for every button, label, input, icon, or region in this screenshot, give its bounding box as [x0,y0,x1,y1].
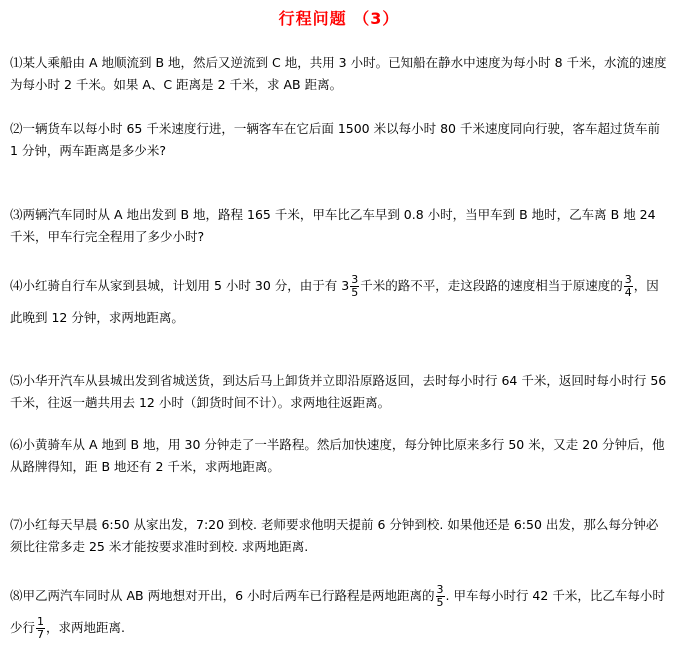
fraction-numerator: 3 [351,273,359,286]
fraction-denominator: 7 [37,628,45,641]
fraction-3-5 [350,274,359,299]
question-8-text-2: . 甲车每小时行 42 千米，比乙车每小时少行 [10,588,665,635]
question-5: ⑸小华开汽车从县城出发到省城送货，到达后马上卸货并立即沿原路返回，去时每小时行 64 千米，返回时每小时行 56 千米，往返一趟共用去 12 小时（卸货时间不计）。求两地往返距离。 [10,373,667,410]
fraction-3-5 [436,584,445,609]
question-7: ⑺小红每天早晨 6:50 从家出发，7:20 到校. 老师要求他明天提前 6 分钟到校. 如果他还是 6:50 出发，那么每分钟必须比往常多走 25 米才能按要求准时到校. 求两地距离. [10,517,659,554]
fraction-numerator: 3 [436,583,444,596]
fraction-denominator: 5 [351,286,359,299]
question-8-text-1: ⑻甲乙两汽车同时从 AB 两地想对开出，6 小时后两车已行路程是两地距离的 [10,588,435,603]
question-4-text-1: ⑷小红骑自行车从家到县城，计划用 5 小时 30 分，由于有 3 [10,278,350,293]
fraction-3-4 [624,274,633,299]
question-4 [10,270,670,334]
fraction-numerator: 3 [624,273,632,286]
page-title: 行程问题 （3） [278,9,400,28]
fraction-denominator: 4 [624,286,632,299]
fraction-denominator: 5 [436,596,444,609]
fraction-1-7 [36,616,45,641]
question-3: ⑶两辆汽车同时从 A 地出发到 B 地，路程 165 千米，甲车比乙车早到 0.8 小时，当甲车到 B 地时，乙车离 B 地 24 千米，甲车行完全程用了多少小时? [10,207,656,244]
question-4-text-2: 千米的路不平，走这段路的速度相当于原速度的 [360,278,623,293]
question-2: ⑵一辆货车以每小时 65 千米速度行进，一辆客车在它后面 1500 米以每小时 80 千米速度同向行驶，客车超过货车前 1 分钟，两车距离是多少米? [10,121,660,158]
question-4-text-3: ，因此晚到 12 分钟，求两地距离。 [10,278,659,325]
question-6: ⑹小黄骑车从 A 地到 B 地，用 30 分钟走了一半路程。然后加快速度，每分钟比原来多行 50 米，又走 20 分钟后，他从路牌得知，距 B 地还有 2 千米，求两地距离。 [10,437,665,474]
fraction-numerator: 1 [37,615,45,628]
question-8 [10,580,670,644]
question-8-text-3: ，求两地距离. [46,620,125,635]
question-1: ⑴某人乘船由 A 地顺流到 B 地，然后又逆流到 C 地，共用 3 小时。已知船在静水中速度为每小时 8 千米，水流的速度为每小时 2 千米。如果 A、C 距离是 2 千米，求 AB 距离。 [10,55,667,92]
